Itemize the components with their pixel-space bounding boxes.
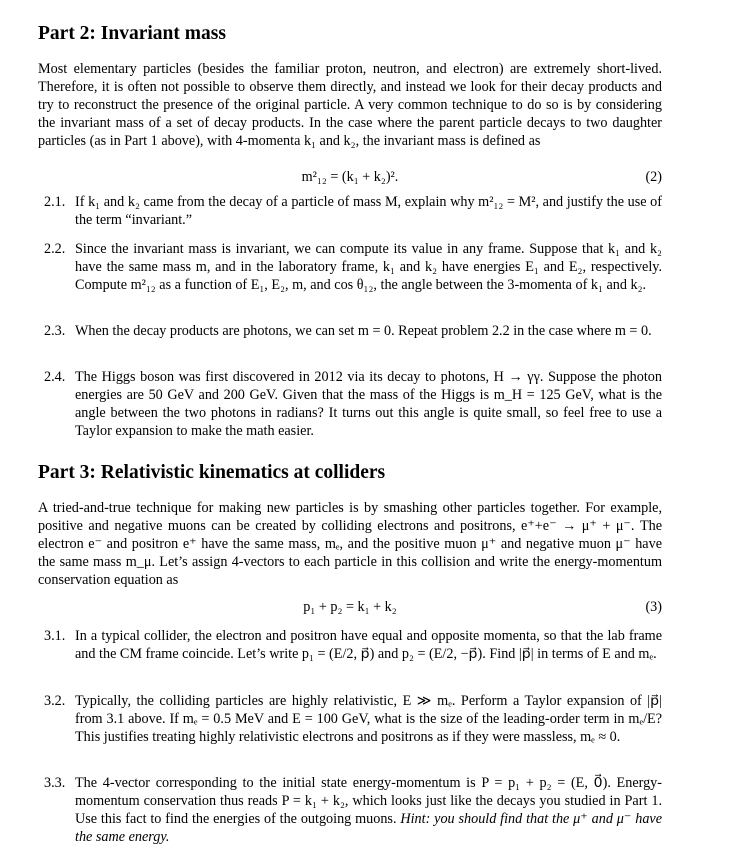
problem-text: When the decay products are photons, we can set m = 0. Repeat problem 2.2 in the case where m = 0. [75,323,652,339]
problem-text [75,774,662,846]
problem-2-2 [44,240,662,294]
problem-number: 3.1. [44,628,66,644]
problem-text: Since the invariant mass is invariant, we can compute its value in any frame. Suppose that k₁ and k₂ have the same mass m, and in the laboratory frame, k₁ and k₂ have energies E₁ and E₂, respectively. Compute m²₁₂ as a function of E₁, E₂, m, and cos θ₁₂, the angle between the 3-momenta of k₁ and k₂. [75,241,662,293]
equation-2-number: (2) [645,169,662,185]
part2-title: Part 2: Invariant mass [38,23,226,44]
hint-text: Hint: you should find that the μ⁺ and μ⁻ have the same energy. [75,811,663,845]
problem-2-1 [44,193,662,229]
problem-number: 3.3. [44,775,66,791]
problem-text: The Higgs boson was first discovered in 2012 via its decay to photons, H → γγ. Suppose the photon energies are 50 GeV and 200 GeV. Given that the mass of the Higgs is m_H = 125 GeV, what is the angle between the two photons in radians? It turns out this angle is quite small, so feel free to use a Taylor expansion to make the math easier. [75,369,662,439]
problem-3-1 [44,627,662,663]
equation-3-body: p₁ + p₂ = k₁ + k₂ [303,599,397,615]
problem-number: 3.2. [44,693,66,709]
part3-intro: A tried-and-true technique for making new particles is by smashing other particles together. For example, positive and negative muons can be created by colliding electrons and positrons, e⁺+e⁻ → μ⁺ + μ⁻. The electron e⁻ and positron e⁺ have the same mass, mₑ, and the positive muon μ⁺ and negative muon μ⁻ have the same mass m_μ. Let’s assign 4-vectors to each particle in this collision and write the energy-momentum conservation equation as [38,500,662,588]
problem-text: Typically, the colliding particles are highly relativistic, E ≫ mₑ. Perform a Taylor expansion of |p⃗| from 3.1 above. If mₑ = 0.5 MeV and E = 100 GeV, what is the size of the leading-order term in mₑ/E? This justifies treating highly relativistic electrons and positrons as if they were massless, mₑ ≈ 0. [75,693,662,745]
problem-3-2 [44,692,662,746]
problem-body: The 4-vector corresponding to the initial state energy-momentum is P = p₁ + p₂ = (E, 0⃗). Energy-momentum conservation thus reads P = k₁ + k₂, which looks just like the decays you studied in Part 1. Use this fact to find the energies of the outgoing muons. [75,775,662,827]
problem-2-4 [44,368,662,440]
equation-3 [38,599,662,617]
problem-text: If k₁ and k₂ came from the decay of a particle of mass M, explain why m²₁₂ = M², and justify the use of the term “invariant.” [75,194,662,228]
equation-2 [38,169,662,187]
problem-3-3 [44,774,662,846]
equation-2-body: m²₁₂ = (k₁ + k₂)². [301,169,399,185]
problem-2-3 [44,322,662,340]
part3-title: Part 3: Relativistic kinematics at colliders [38,462,386,483]
equation-3-number: (3) [645,599,662,615]
problem-number: 2.2. [44,241,66,257]
problem-number: 2.1. [44,194,66,210]
problem-number: 2.3. [44,323,66,339]
problem-text: In a typical collider, the electron and positron have equal and opposite momenta, so that the lab frame and the CM frame coincide. Let’s write p₁ = (E/2, p⃗) and p₂ = (E/2, −p⃗). Find |p⃗| in terms of E and mₑ. [75,628,662,662]
problem-number: 2.4. [44,369,66,385]
part2-intro: Most elementary particles (besides the familiar proton, neutron, and electron) are extremely short-lived. Therefore, it is often not possible to observe them directly, and instead we look for their decay products and try to reconstruct the presence of the original particle. A very common technique to do so is by considering the invariant mass of a set of decay products. In the case where the parent particle decays to two daughter particles (as in Part 1 above), with 4-momenta k₁ and k₂, the invariant mass is defined as [38,61,662,149]
